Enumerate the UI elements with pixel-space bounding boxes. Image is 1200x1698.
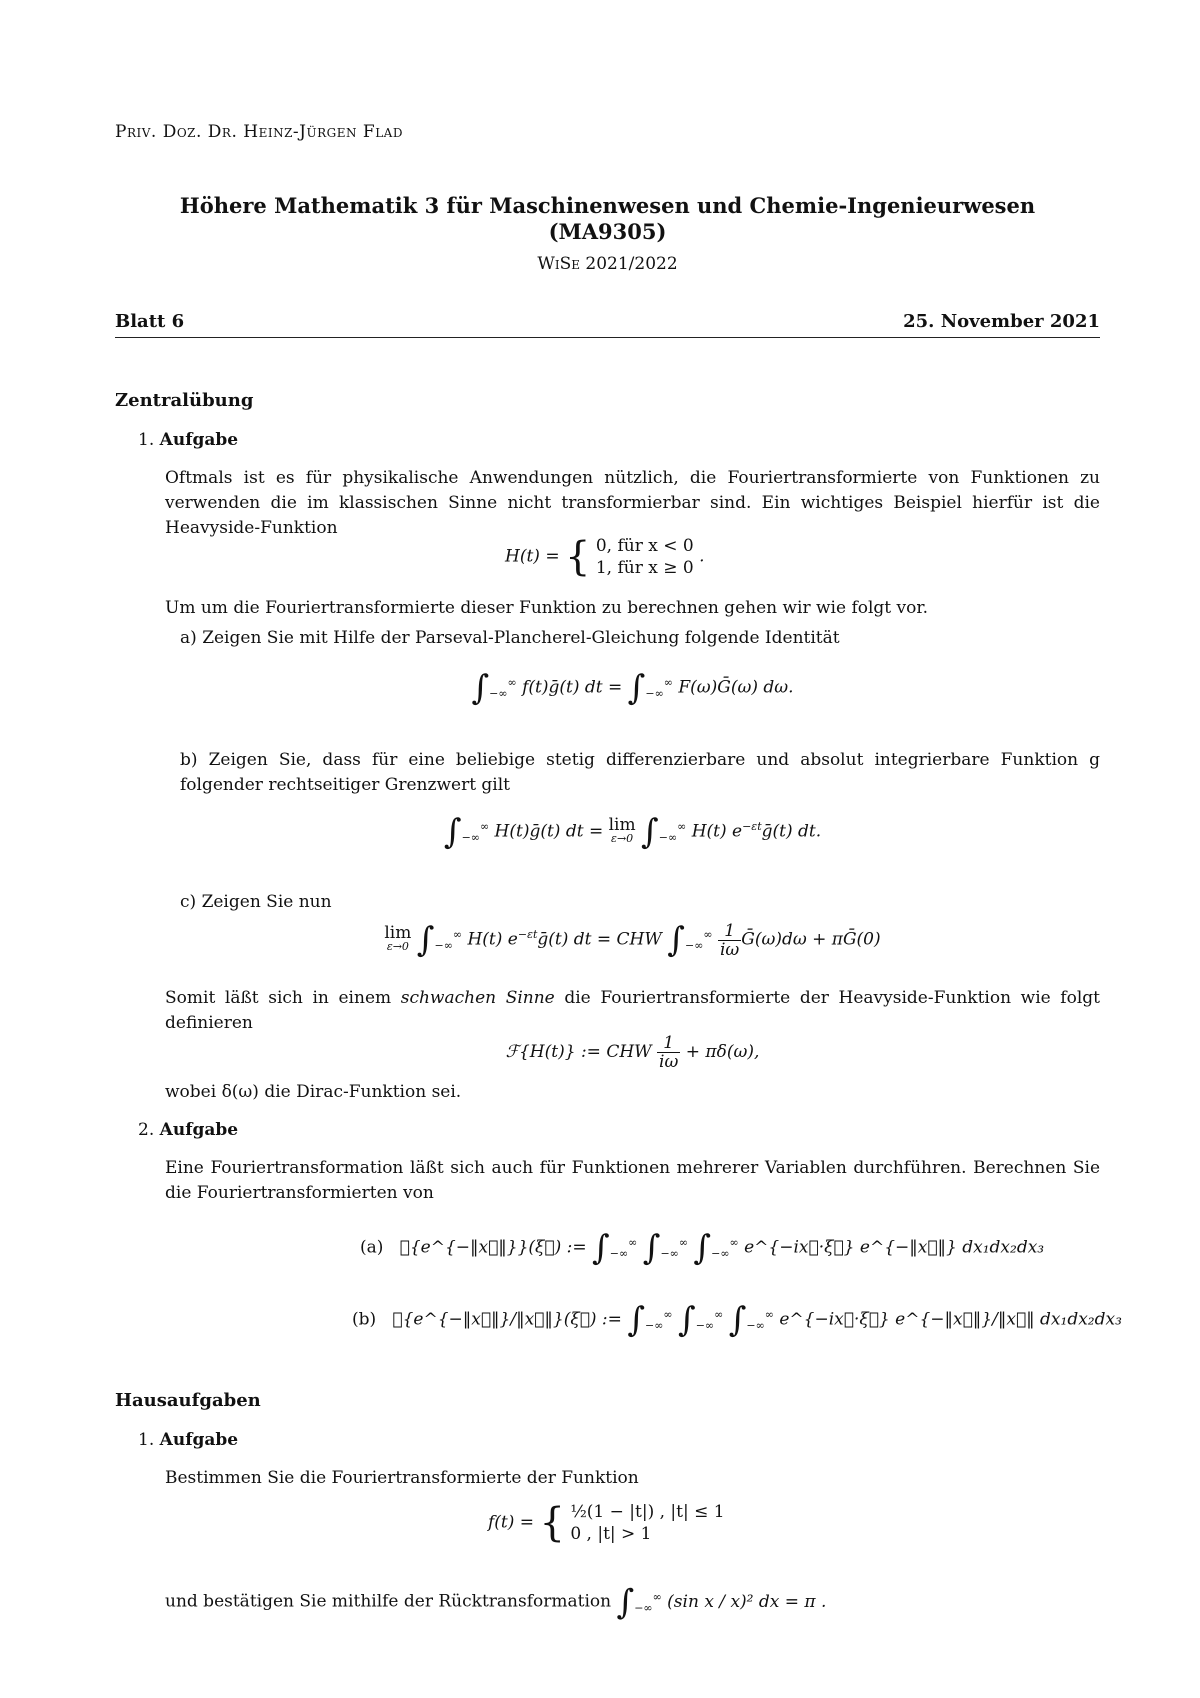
part-c-label: c) [180,892,197,912]
upper-limit: ∞ [628,1235,638,1249]
integrand: e^{−ix⃗·ξ⃗} e^{−‖x⃗‖}/‖x⃗‖ dx₁dx₂dx₃ [779,1309,1122,1330]
task-2-text: Eine Fouriertransformation läßt sich auch für Funktionen mehrerer Variablen durchführen. Berechnen Sie die Fouriertransformierten von [165,1158,1100,1203]
upper-limit: ∞ [663,1307,673,1321]
semester: WiSe 2021/2022 [537,254,678,274]
denominator: iω [719,939,740,960]
heaviside-lhs: H(t) = [505,546,560,567]
integral-sign: ∫ [642,1228,661,1268]
lower-limit: −∞ [711,1246,730,1260]
integral-sign: ∫ [627,1300,646,1340]
eq-end: ḡ(t) dt. [761,821,822,842]
integral-sign: ∫ [678,1300,696,1340]
integral-sign: ∫ [616,1582,635,1622]
fraction [657,1034,680,1071]
lower-limit: −∞ [645,686,664,700]
fourier-heaviside-definition [165,1034,1100,1071]
section-heading-homework: Hausaufgaben [115,1390,261,1411]
task-1-intro: Oftmals ist es für physikalische Anwendungen nützlich, die Fouriertransformierte von Funktionen zu verwenden die im klassischen Sinne nicht transformierbar sind. Ein wichtiges Beispiel hierfür ist die Heavyside-Funktion [165,468,1100,538]
task-number: 2. [138,1120,155,1140]
integral-sign: ∫ [627,668,646,708]
upper-limit: ∞ [703,927,713,941]
title-line-2: (MA9305) [548,219,667,244]
dirac-note: wobei δ(ω) die Dirac-Funktion sei. [165,1082,462,1102]
weak-definition-text [165,986,1100,1036]
integral-sign: ∫ [471,668,490,708]
sheet-date: 25. November 2021 [903,311,1100,332]
integral-sign: ∫ [728,1300,747,1340]
integral-sign: ∫ [641,812,659,852]
lower-limit: −∞ [660,1246,679,1260]
upper-limit: ∞ [714,1307,724,1321]
weak-post: die Fouriertransformierte der Heavyside-Funktion wie folgt definieren [165,988,1100,1033]
section-heading-central: Zentralübung [115,390,254,411]
title-line-1: Höhere Mathematik 3 für Maschinenwesen und Chemie-Ingenieurwesen [179,193,1036,218]
task-2-equation-b [352,1300,1122,1340]
upper-limit: ∞ [677,819,687,833]
integral-sign: ∫ [443,812,462,852]
integral-sign: ∫ [592,1228,610,1268]
task-label: Aufgabe [159,1430,239,1450]
lower-limit: −∞ [645,1318,664,1332]
lim-word: lim [384,923,412,943]
part-c-text: Zeigen Sie nun [201,892,332,912]
lower-limit: −∞ [746,1318,765,1332]
task-2-equation-a [360,1228,1044,1268]
part-b-label: b) [180,750,198,770]
upper-limit: ∞ [764,1307,774,1321]
part-a-text: Zeigen Sie mit Hilfe der Parseval-Plancherel-Gleichung folgende Identität [202,628,840,648]
upper-limit: ∞ [507,675,517,689]
task-number: 1. [138,1430,155,1450]
numerator: 1 [718,922,741,941]
heaviside-equation [505,534,705,580]
exponent: −εt [742,819,762,833]
upper-limit: ∞ [663,675,673,689]
eq-left: H(t) e [467,929,518,950]
integrand: e^{−ix⃗·ξ⃗} e^{−‖x⃗‖} dx₁dx₂dx₃ [744,1237,1045,1258]
upper-limit: ∞ [678,1235,689,1249]
limit [608,815,636,846]
f-lhs: f(t) = [488,1512,535,1533]
case-end: . [699,546,705,567]
limit [384,923,412,954]
upper-limit: ∞ [479,819,490,833]
upper-limit: ∞ [652,1589,662,1603]
part-b [180,748,1100,798]
check-text: und bestätigen Sie mithilfe der Rücktransformation [165,1591,612,1612]
lim-sub: ε→0 [386,940,409,953]
eq-label: (b) [352,1309,377,1330]
left-brace: { [564,534,591,580]
weak-emphasis: schwachen Sinne [400,988,555,1008]
part-a-label: a) [180,628,197,648]
fraction [718,922,741,959]
hw-piecewise-function [488,1500,725,1546]
cases [570,1501,724,1545]
eq-end: Ḡ(ω)dω + πḠ(0) [741,929,881,950]
check-integrand: (sin x / x)² dx = π . [667,1591,827,1612]
upper-limit: ∞ [452,927,463,941]
case-1: ½(1 − |t|) , |t| ≤ 1 [570,1502,725,1522]
lower-limit: −∞ [695,1318,715,1332]
eq-left: f(t)ḡ(t) dt = [522,677,628,698]
part-a [180,628,840,648]
eq-left: H(t)ḡ(t) dt = [494,821,609,842]
upper-limit: ∞ [729,1235,739,1249]
weak-pre: Somit läßt sich in einem [165,988,401,1008]
eq-mid: ḡ(t) dt = CHW [537,929,662,950]
task-2-heading [138,1120,238,1140]
lower-limit: −∞ [685,938,704,952]
lim-sub: ε→0 [611,832,634,845]
numerator: 1 [657,1034,680,1053]
def-left: ℱ{H(t)} := CHW [505,1042,652,1062]
part-c [180,892,332,912]
lower-limit: −∞ [634,1600,653,1614]
lim-word: lim [608,815,636,835]
sheet-number: Blatt 6 [115,311,185,332]
denominator: iω [659,1052,679,1072]
hw-check-line [165,1582,826,1622]
integral-sign: ∫ [667,920,685,960]
hw-task-1-text: Bestimmen Sie die Fouriertransformierte der Funktion [165,1468,639,1488]
task-1-lead: Um um die Fouriertransformierte dieser Funktion zu berechnen gehen wir wie folgt vor. [165,598,929,618]
part-b-equation [165,812,1100,852]
header-rule [115,337,1100,338]
case-2: 1, für x ≥ 0 [595,558,694,578]
lower-limit: −∞ [658,830,678,844]
left-brace: { [539,1500,565,1546]
eq-left: ℱ{e^{−‖x⃗‖}/‖x⃗‖}(ξ⃗) := [392,1309,622,1330]
integral-sign: ∫ [416,920,435,960]
task-label: Aufgabe [159,430,239,450]
check-equation [616,1582,827,1622]
integral-sign: ∫ [693,1228,712,1268]
case-1: 0, für x < 0 [595,536,694,556]
eq-label: (a) [360,1237,384,1258]
eq-left: ℱ{e^{−‖x⃗‖}}(ξ⃗) := [399,1237,587,1258]
task-number: 1. [138,430,155,450]
task-1-heading [138,430,238,450]
case-2: 0 , |t| > 1 [570,1524,652,1544]
author: Priv. Doz. Dr. Heinz-Jürgen Flad [115,122,403,142]
cases [596,535,694,579]
exponent: −εt [517,927,538,941]
lower-limit: −∞ [434,938,453,952]
part-c-equation [165,920,1100,960]
part-a-equation [165,668,1100,708]
lower-limit: −∞ [609,1246,629,1260]
sheet-header-row [115,311,1100,332]
lower-limit: −∞ [489,686,508,700]
eq-right: H(t) e [691,821,743,842]
hw-task-1-heading [138,1430,238,1450]
eq-right: F(ω)Ḡ(ω) dω. [678,677,794,698]
part-b-text: Zeigen Sie, dass für eine beliebige stetig differenzierbare und absolut integrierbare Funktion g folgender rechtseitiger Grenzwert gilt [180,750,1101,795]
def-right: + πδ(ω), [680,1042,760,1062]
lower-limit: −∞ [461,830,480,844]
task-label: Aufgabe [159,1120,239,1140]
